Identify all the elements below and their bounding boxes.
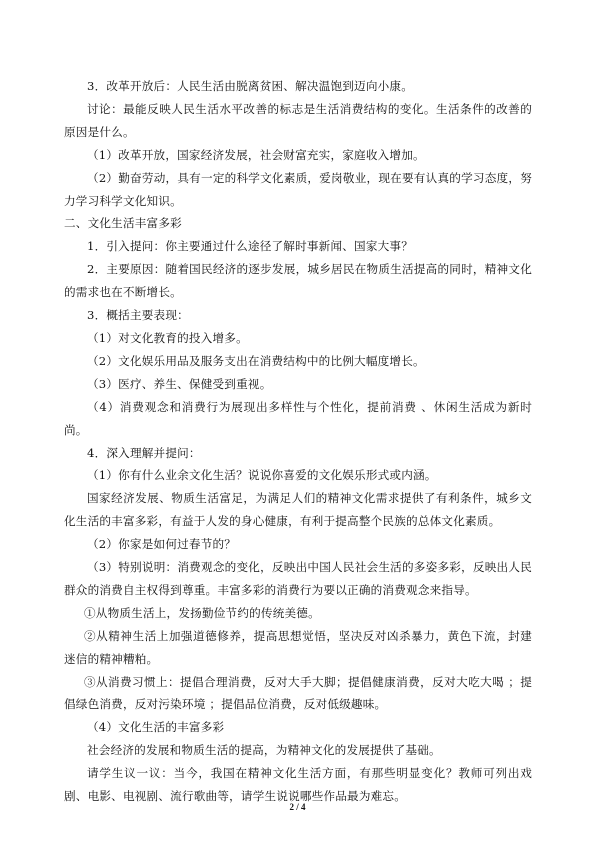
paragraph: 1．引入提问：你主要通过什么途径了解时事新闻、国家大事？ [87,239,414,254]
page-number: 2 / 4 [289,802,306,812]
paragraph: 讨论：最能反映人民生活水平改善的标志是生活消费结构的变化。生活条件的改善的原因是什么。 [64,101,532,139]
paragraph: （2）你家是如何过春节的？ [87,537,237,552]
paragraph: 国家经济发展、物质生活富足，为满足人们的精神文化需求提供了有利条件，城乡文化生活的丰富多彩，有益于人发的身心健康，有利于提高整个民族的总体文化素质。 [64,491,532,529]
paragraph: （1）对文化教育的投入增多。 [87,330,248,345]
paragraph: 3．改革开放后：人民生活由脱离贫困、解决温饱到迈向小康。 [87,79,414,93]
paragraph: 3．概括主要表现： [87,308,189,323]
paragraph: （3）特别说明：消费观念的变化，反映出中国人民社会生活的多姿多彩，反映出人民群众的消费自主权得到尊重。丰富多彩的消费行为要以正确的消费观念来指导。 [64,560,532,597]
paragraph: （4）消费观念和消费行为展现出多样性与个性化，提前消费 、休闲生活成为新时尚。 [64,399,532,437]
paragraph: ①从物质生活上，发扬勤俭节约的传统美德。 [84,605,320,620]
paragraph: （1）你有什么业余文化生活？说说你喜爱的文化娱乐形式或内涵。 [87,468,437,483]
paragraph: （1）改革开放，国家经济发展，社会财富充实，家庭收入增加。 [87,147,425,162]
document-body [64,75,532,808]
paragraph: ③从消费习惯上：提倡合理消费，反对大手大脚；提倡健康消费，反对大吃大喝 ；提倡绿色消费，反对污染环境 ；提倡品位消费，反对低级趣味。 [64,674,532,712]
paragraph: （3）医疗、养生、保健受到重视。 [87,376,272,391]
paragraph: ②从精神生活上加强道德修养，提高思想觉悟，坚决反对凶杀暴力，黄色下流，封建迷信的精神糟粕。 [64,628,532,666]
paragraph: 请学生议一议：当今，我国在精神文化生活方面，有那些明显变化？教师可列出戏剧、电影、电视剧、流行歌曲等，请学生说说哪些作品最为难忘。 [64,766,532,804]
section-heading: 二、文化生活丰富多彩 [64,216,182,231]
paragraph: 社会经济的发展和物质生活的提高，为精神文化的发展提供了基础。 [87,743,441,758]
paragraph: 4．深入理解并提问： [87,445,201,460]
paragraph: （4）文化生活的丰富多彩 [87,720,225,735]
paragraph: 2．主要原因：随着国民经济的逐步发展，城乡居民在物质生活提高的同时，精神文化的需求也在不断增长。 [64,262,532,300]
paragraph: （2）勤奋劳动，具有一定的科学文化素质，爱岗敬业，现在要有认真的学习态度，努力学习科学文化知识。 [64,170,532,208]
paragraph: （2）文化娱乐用品及服务支出在消费结构中的比例大幅度增长。 [87,353,425,368]
